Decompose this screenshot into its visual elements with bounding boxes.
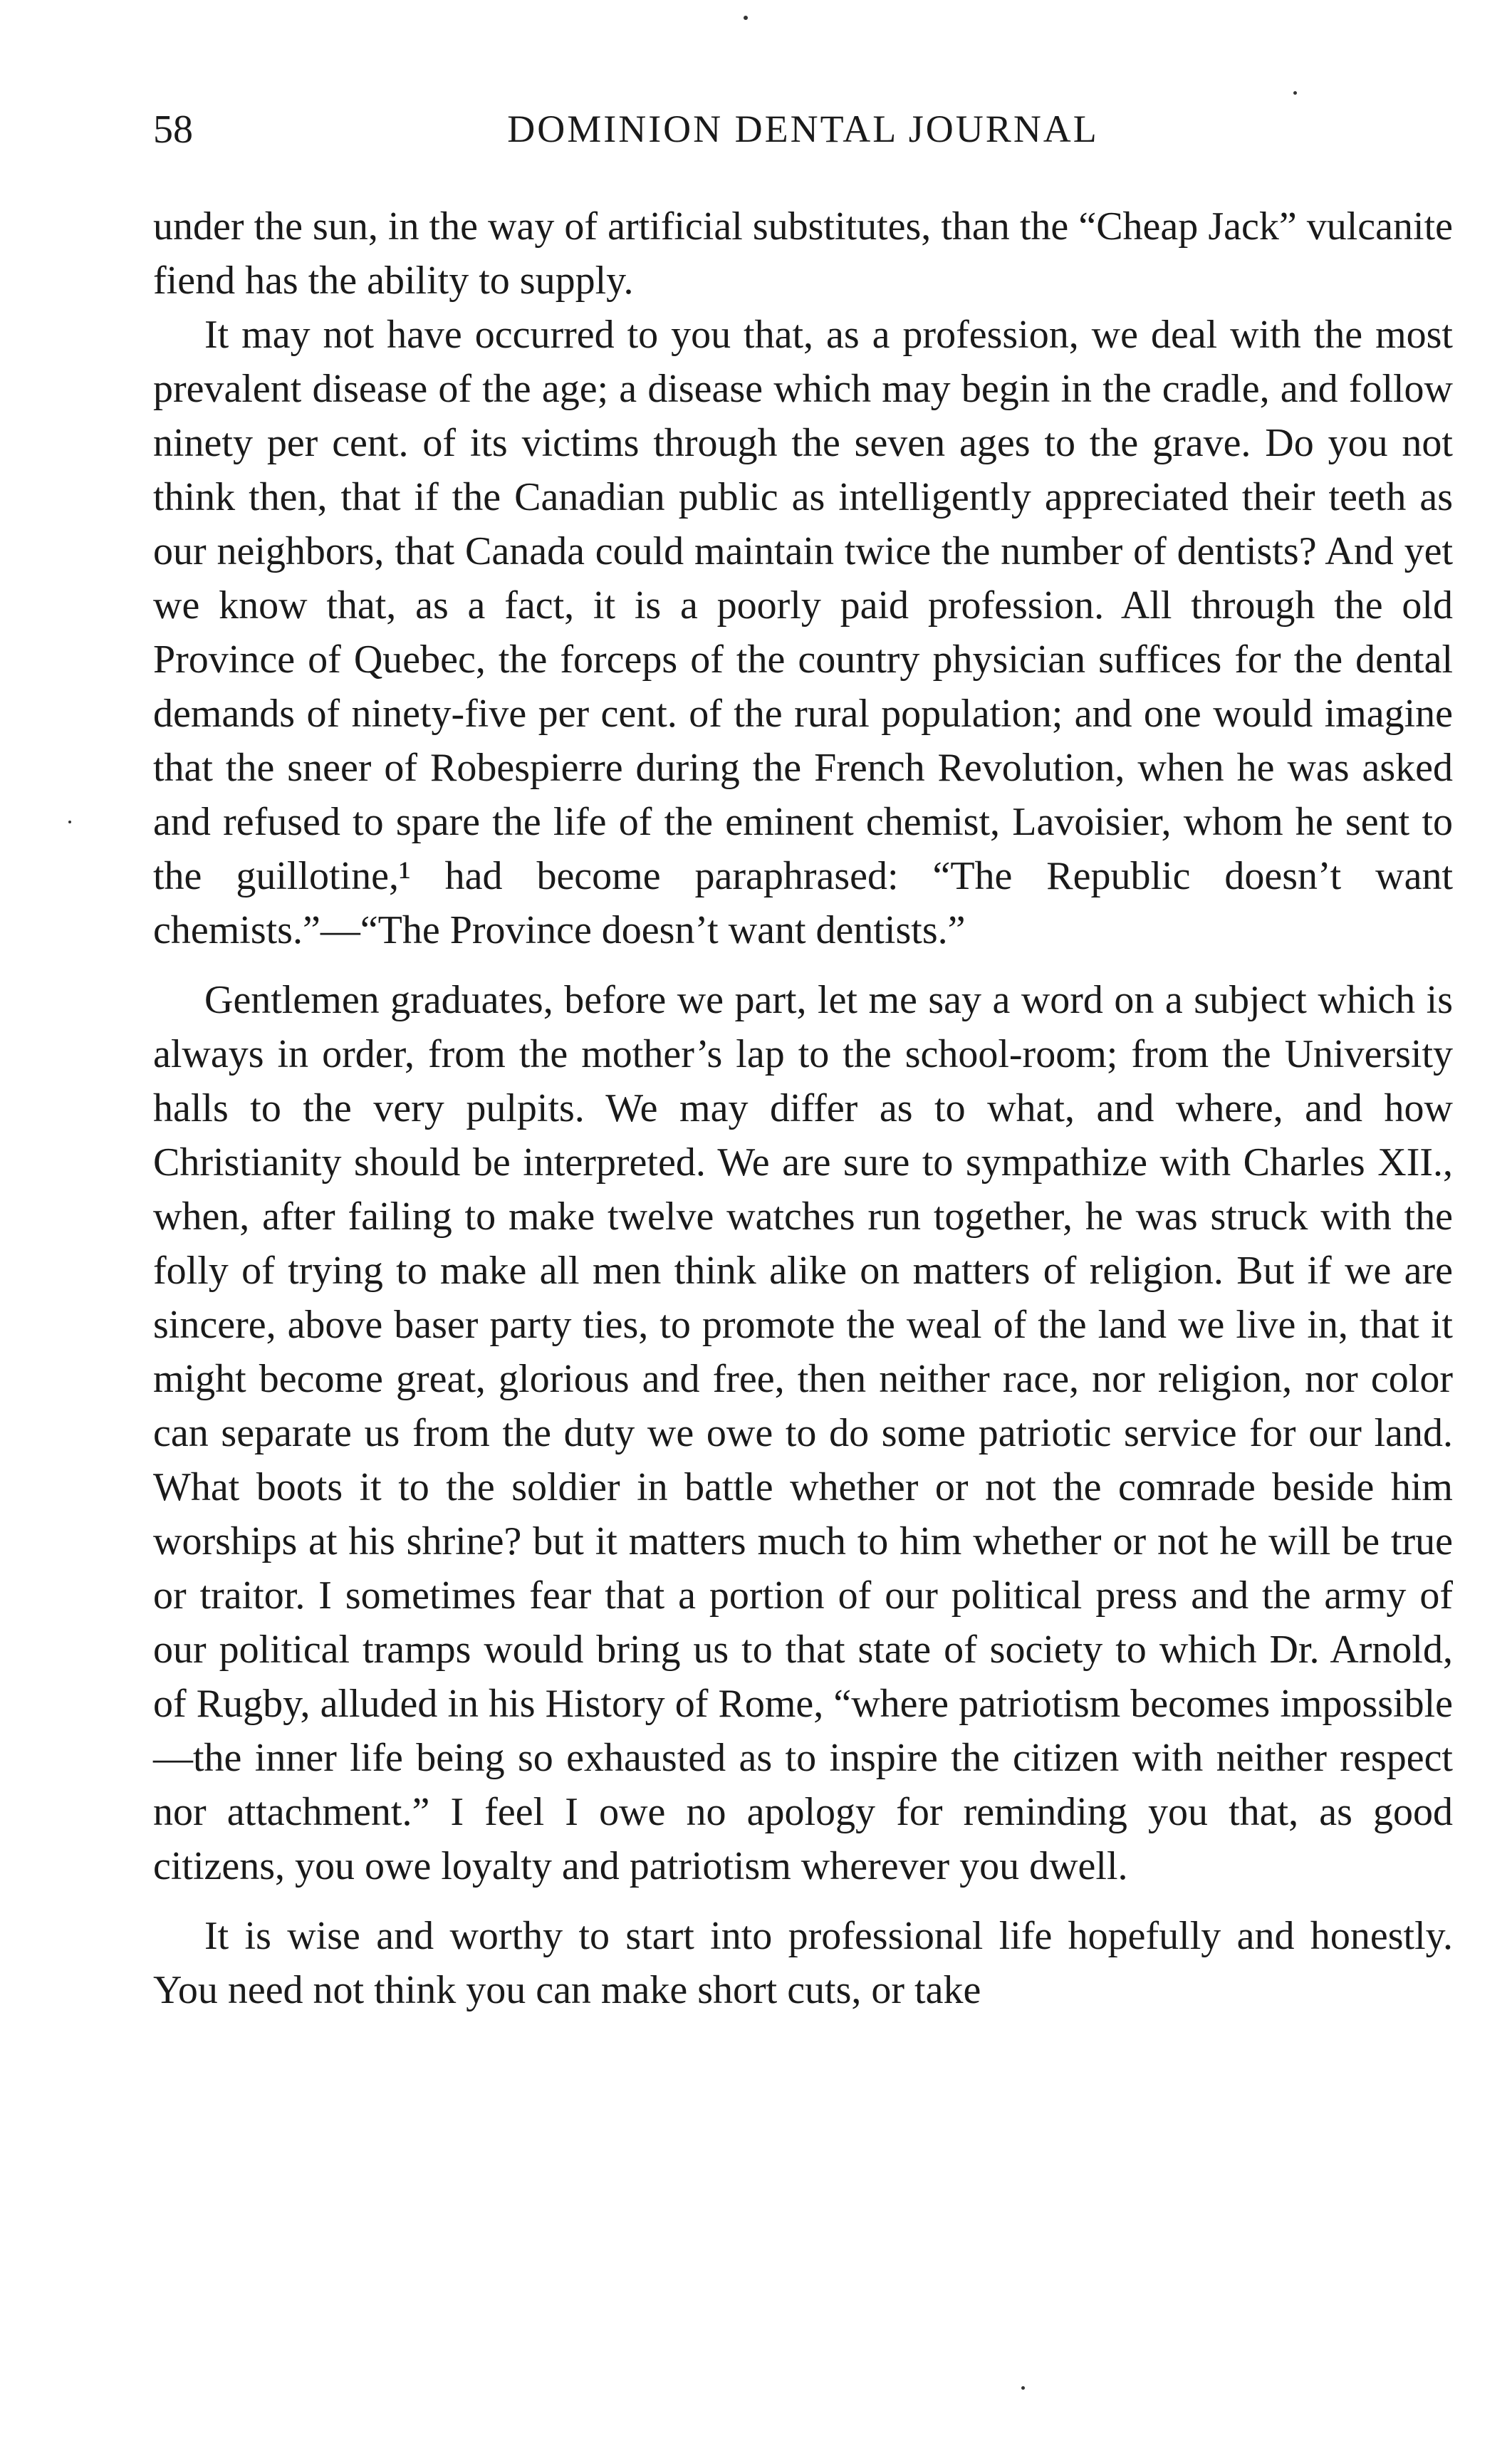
scan-speck xyxy=(68,821,71,823)
paragraph: under the sun, in the way of artificial substitutes, than the “Cheap Jack” vulcanite fiend has the ability to supply. xyxy=(153,204,1453,303)
article-body xyxy=(153,199,1453,2017)
running-head: DOMINION DENTAL JOURNAL xyxy=(507,108,1099,150)
paragraph: Gentlemen graduates, before we part, let me say a word on a subject which is always in order, from the mother’s lap to the school-room; from the University halls to the very pulpits. We may differ as to what, and where, and how Christianity should be interpreted. We are sure to sympathize with Charles XII., when, after failing to make twelve watches run together, he was struck with the folly of trying to make all men think alike on matters of religion. But if we are sincere, above baser party ties, to promote the weal of the land we live in, that it might become great, glorious and free, then neither race, nor religion, nor color can separate us from the duty we owe to do some patriotic service for our land. What boots it to the soldier in battle whether or not the comrade beside him worships at his shrine? but it matters much to him whether or not he will be true or traitor. I sometimes fear that a portion of our political press and the army of our political tramps would bring us to that state of society to which Dr. Arnold, of Rugby, alluded in his History of Rome, “where patriotism becomes impossible—the inner life being so exhausted as to inspire the citizen with neither respect nor attachment.” I feel I owe no apology for reminding you that, as good citizens, you owe loyalty and patriotism wherever you dwell. xyxy=(153,978,1453,1888)
scan-speck xyxy=(744,16,748,20)
scan-speck xyxy=(1293,91,1297,95)
paragraph: It may not have occurred to you that, as a profession, we deal with the most prevalent disease of the age; a disease which may begin in the cradle, and follow ninety per cent. of its victims through the seven ages to the grave. Do you not think then, that if the Canadian public as intelligently appreciated their teeth as our neighbors, that Canada could maintain twice the number of dentists? And yet we know that, as a fact, it is a poorly paid profession. All through the old Province of Quebec, the forceps of the country physician suffices for the dental demands of ninety-five per cent. of the rural population; and one would imagine that the sneer of Robespierre during the French Revolution, when he was asked and refused to spare the life of the eminent chemist, Lavoisier, whom he sent to the guillotine,¹ had become paraphrased: “The Republic doesn’t want chemists.”—“The Province doesn’t want dentists.” xyxy=(153,313,1453,952)
paragraph: It is wise and worthy to start into professional life hopefully and honestly. You need not think you can make short cuts, or take xyxy=(153,1914,1453,2012)
page-header xyxy=(153,107,1453,164)
page-number: 58 xyxy=(153,108,193,152)
scan-speck xyxy=(1021,2386,1025,2390)
